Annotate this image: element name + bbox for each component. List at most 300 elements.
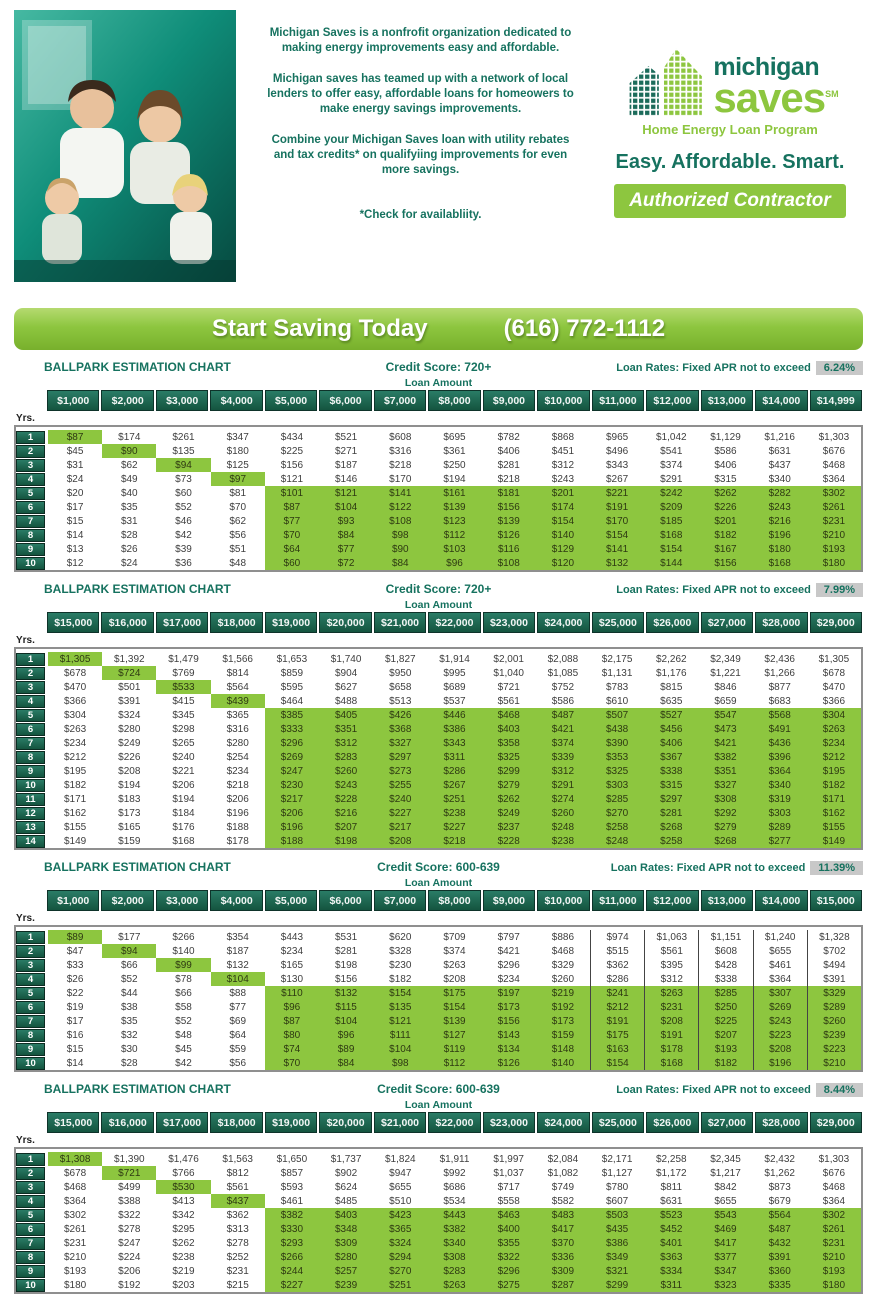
year-cell: 8	[16, 1029, 45, 1042]
payment-cell: $182	[389, 973, 412, 985]
payment-cell: $141	[590, 542, 644, 556]
column-header: $10,000	[537, 890, 589, 911]
payment-cell: $111	[373, 1028, 427, 1042]
payment-cell: $162	[63, 807, 87, 819]
payment-cell: $24	[66, 473, 84, 485]
payment-cell: $210	[63, 1251, 87, 1263]
table-header-row	[14, 1112, 863, 1133]
payment-cell: $247	[265, 764, 319, 778]
payment-cell: $724	[102, 666, 156, 680]
payment-cell: $1,176	[655, 667, 687, 679]
payment-cell: $811	[660, 1181, 683, 1193]
payment-cell: $108	[373, 514, 427, 528]
payment-cell: $721	[102, 1166, 156, 1180]
intro-paragraph: Combine your Michigan Saves loan with utility rebates and tax credits* on qualifyiing improvements for even more savings.	[271, 133, 570, 176]
payment-cell: $94	[156, 458, 210, 472]
payment-cell: $279	[698, 820, 752, 834]
payment-cell: $240	[373, 792, 427, 806]
payment-cell: $174	[536, 500, 590, 514]
payment-cell: $468	[482, 708, 536, 722]
payment-cell: $322	[118, 1209, 141, 1221]
year-cell: 2	[16, 667, 45, 680]
loan-rate-label: Loan Rates: Fixed APR not to exceed 8.44%	[549, 1083, 863, 1097]
payment-cell: $218	[389, 459, 412, 471]
year-cell: 1	[16, 653, 45, 666]
payment-cell: $298	[172, 723, 195, 735]
payment-cell: $312	[551, 459, 575, 471]
column-header: $8,000	[428, 890, 480, 911]
payment-cell: $582	[551, 1195, 575, 1207]
payment-cell: $1,824	[384, 1153, 416, 1165]
payment-cell: $812	[226, 1167, 249, 1179]
payment-cell: $74	[265, 1042, 319, 1056]
payment-cell: $886	[551, 931, 575, 943]
payment-cell: $608	[698, 944, 752, 958]
payment-cell: $98	[373, 528, 427, 542]
payment-cell: $175	[427, 986, 481, 1000]
payment-cell: $488	[334, 695, 358, 707]
column-header: $6,000	[319, 390, 371, 411]
payment-cell: $121	[319, 486, 373, 500]
payment-cell: $72	[319, 556, 373, 570]
payment-cell: $140	[172, 945, 195, 957]
payment-cell: $443	[427, 1208, 481, 1222]
column-header: $8,000	[428, 390, 480, 411]
payment-cell: $1,037	[493, 1167, 524, 1179]
family-photo-image	[14, 10, 236, 282]
payment-cell: $237	[482, 820, 536, 834]
payment-cell: $302	[807, 1208, 861, 1222]
payment-cell: $330	[265, 1222, 319, 1236]
payment-cell: $45	[175, 1043, 192, 1055]
payment-cell: $321	[590, 1264, 644, 1278]
payment-cell: $180	[63, 1279, 87, 1291]
payment-cell: $201	[698, 514, 752, 528]
payment-cell: $521	[334, 431, 358, 443]
payment-cell: $221	[172, 765, 195, 777]
payment-cell: $35	[120, 1015, 138, 1027]
payment-cell: $196	[753, 528, 807, 542]
payment-cell: $154	[427, 1000, 481, 1014]
column-header: $17,000	[156, 1112, 208, 1133]
payment-cell: $1,063	[644, 930, 698, 944]
payment-cell: $415	[172, 695, 195, 707]
payment-cell: $278	[226, 1237, 249, 1249]
payment-cell: $159	[536, 1028, 590, 1042]
payment-cell: $780	[605, 1181, 629, 1193]
year-cell: 6	[16, 1001, 45, 1014]
payment-cell: $308	[698, 792, 752, 806]
payment-cell: $110	[265, 986, 319, 1000]
payment-cell: $469	[698, 1222, 752, 1236]
payment-cell: $263	[644, 986, 698, 1000]
payment-cell: $271	[334, 445, 358, 457]
payment-cell: $342	[172, 1209, 195, 1221]
payment-cell: $338	[644, 764, 698, 778]
column-header: $29,000	[810, 1112, 862, 1133]
payment-cell: $126	[482, 528, 536, 542]
house-dots-icon	[621, 38, 707, 118]
payment-cell: $1,042	[655, 431, 687, 443]
payment-cell: $180	[226, 445, 249, 457]
payment-cell: $289	[753, 820, 807, 834]
payment-cell: $322	[482, 1250, 536, 1264]
year-cell: 6	[16, 501, 45, 514]
payment-cell: $240	[172, 751, 195, 763]
column-header: $4,000	[210, 390, 262, 411]
payment-cell: $268	[644, 820, 698, 834]
payment-cell: $631	[660, 1195, 683, 1207]
payment-cell: $209	[644, 500, 698, 514]
table-body	[14, 647, 863, 850]
payment-cell: $241	[590, 986, 644, 1000]
column-header: $19,000	[265, 612, 317, 633]
payment-cell: $139	[427, 1014, 481, 1028]
column-header: $4,000	[210, 890, 262, 911]
payment-cell: $274	[536, 792, 590, 806]
payment-cell: $686	[443, 1181, 466, 1193]
payment-cell: $280	[118, 723, 141, 735]
payment-cell: $1,151	[698, 930, 752, 944]
payment-cell: $406	[497, 445, 520, 457]
year-cell: 10	[16, 779, 45, 792]
payment-cell: $327	[373, 736, 427, 750]
payment-cell: $432	[753, 1236, 807, 1250]
payment-cell: $358	[482, 736, 536, 750]
payment-cell: $132	[590, 556, 644, 570]
payment-cell: $180	[807, 1278, 861, 1292]
payment-cell: $285	[590, 792, 644, 806]
payment-cell: $769	[172, 667, 195, 679]
payment-cell: $168	[644, 1056, 698, 1070]
payment-cell: $324	[118, 709, 141, 721]
loan-amount-label: Loan Amount	[404, 877, 473, 889]
payment-cell: $291	[660, 473, 683, 485]
payment-cell: $355	[482, 1236, 536, 1250]
payment-cell: $1,216	[764, 431, 795, 443]
payment-cell: $1,262	[764, 1167, 795, 1179]
payment-cell: $196	[265, 820, 319, 834]
payment-cell: $403	[482, 722, 536, 736]
payment-cell: $1,221	[710, 667, 741, 679]
payment-cell: $212	[807, 750, 861, 764]
payment-cell: $992	[443, 1167, 466, 1179]
payment-cell: $208	[644, 1014, 698, 1028]
payment-cell: $226	[118, 751, 141, 763]
payment-cell: $167	[698, 542, 752, 556]
table-corner	[14, 390, 46, 411]
payment-cell: $678	[63, 1167, 87, 1179]
payment-cell: $48	[229, 557, 247, 569]
payment-cell: $439	[211, 694, 265, 708]
payment-cell: $173	[482, 1000, 536, 1014]
payment-cell: $195	[807, 764, 861, 778]
payment-cell: $198	[319, 834, 373, 848]
payment-cell: $1,266	[764, 667, 795, 679]
payment-cell: $203	[172, 1279, 195, 1291]
payment-cell: $269	[265, 750, 319, 764]
estimation-table-3	[14, 860, 863, 1072]
column-header: $22,000	[428, 612, 480, 633]
payment-cell: $156	[482, 500, 536, 514]
payment-cell: $223	[807, 1042, 861, 1056]
payment-cell: $564	[226, 681, 249, 693]
payment-cell: $191	[644, 1028, 698, 1042]
payment-cell: $365	[373, 1222, 427, 1236]
year-cell: 14	[16, 835, 45, 848]
table-title: BALLPARK ESTIMATION CHART	[44, 360, 231, 374]
payment-cell: $364	[753, 764, 807, 778]
payment-cell: $558	[497, 1195, 520, 1207]
payment-cell: $282	[753, 486, 807, 500]
loan-rate-label: Loan Rates: Fixed APR not to exceed 7.99%	[549, 583, 863, 597]
payment-cell: $289	[807, 1000, 861, 1014]
year-cell: 5	[16, 487, 45, 500]
payment-cell: $234	[226, 765, 249, 777]
column-header: $7,000	[374, 890, 426, 911]
payment-cell: $192	[118, 1279, 141, 1291]
payment-cell: $140	[536, 528, 590, 542]
payment-cell: $388	[118, 1195, 141, 1207]
column-header: $18,000	[210, 1112, 262, 1133]
payment-cell: $123	[427, 514, 481, 528]
payment-cell: $156	[698, 556, 752, 570]
payment-cell: $218	[427, 834, 481, 848]
payment-cell: $2,171	[601, 1153, 633, 1165]
year-cell: 5	[16, 1209, 45, 1222]
payment-cell: $561	[497, 695, 520, 707]
payment-cell: $221	[590, 486, 644, 500]
payment-cell: $243	[319, 778, 373, 792]
payment-cell: $132	[226, 959, 249, 971]
payment-cell: $226	[698, 500, 752, 514]
payment-cell: $501	[118, 681, 141, 693]
banner	[14, 308, 863, 350]
payment-cell: $2,001	[493, 653, 524, 665]
payment-cell: $243	[551, 473, 575, 485]
payment-cell: $51	[229, 543, 247, 555]
payment-cell: $537	[443, 695, 466, 707]
payment-cell: $278	[118, 1223, 141, 1235]
payment-cell: $766	[172, 1167, 195, 1179]
payment-cell: $275	[482, 1278, 536, 1292]
payment-cell: $974	[590, 930, 644, 944]
year-cell: 5	[16, 987, 45, 1000]
payment-cell: $155	[63, 821, 87, 833]
payment-cell: $287	[536, 1278, 590, 1292]
payment-cell: $80	[265, 1028, 319, 1042]
year-cell: 4	[16, 1195, 45, 1208]
payment-cell: $141	[373, 486, 427, 500]
payment-cell: $312	[644, 972, 698, 986]
payment-cell: $129	[536, 542, 590, 556]
payment-cell: $112	[427, 1056, 481, 1070]
credit-score-label: Credit Score: 720+	[385, 582, 492, 596]
payment-cell: $70	[265, 1056, 319, 1070]
payment-cell: $84	[319, 1056, 373, 1070]
payment-cell: $175	[590, 1028, 644, 1042]
column-header: $29,000	[810, 612, 862, 633]
payment-cell: $84	[319, 528, 373, 542]
payment-cell: $348	[319, 1222, 373, 1236]
payment-cell: $443	[280, 931, 304, 943]
payment-cell: $270	[373, 1264, 427, 1278]
year-cell: 8	[16, 751, 45, 764]
payment-cell: $188	[265, 834, 319, 848]
payment-cell: $48	[175, 1029, 192, 1041]
payment-cell: $193	[807, 542, 861, 556]
payment-cell: $2,084	[547, 1153, 579, 1165]
payment-cell: $261	[172, 431, 195, 443]
payment-cell: $44	[120, 987, 138, 999]
payment-cell: $2,258	[655, 1153, 687, 1165]
payment-cell: $155	[807, 820, 861, 834]
payment-cell: $1,172	[655, 1167, 687, 1179]
payment-cell: $783	[605, 681, 629, 693]
payment-cell: $374	[536, 736, 590, 750]
program-subtitle: Home Energy Loan Program	[642, 122, 818, 137]
payment-cell: $255	[373, 778, 427, 792]
credit-score-label: Credit Score: 600-639	[377, 1082, 500, 1096]
payment-cell: $1,392	[113, 653, 145, 665]
payment-cell: $797	[497, 931, 520, 943]
payment-cell: $1,040	[493, 667, 524, 679]
payment-cell: $1,479	[168, 653, 199, 665]
table-corner	[14, 612, 46, 633]
payment-cell: $239	[319, 1278, 373, 1292]
payment-cell: $163	[590, 1042, 644, 1056]
payment-cell: $543	[698, 1208, 752, 1222]
intro-paragraph: Michigan saves has teamed up with a network of local lenders to offer easy, affordable loans for homeowers to make energy savings improvements.	[267, 72, 574, 115]
payment-cell: $127	[427, 1028, 481, 1042]
year-cell: 8	[16, 1251, 45, 1264]
column-header: $3,000	[156, 390, 208, 411]
payment-cell: $104	[319, 1014, 373, 1028]
payment-cell: $904	[334, 667, 358, 679]
payment-cell: $339	[536, 750, 590, 764]
payment-cell: $1,740	[330, 653, 362, 665]
payment-cell: $64	[265, 542, 319, 556]
payment-cell: $315	[644, 778, 698, 792]
payment-cell: $631	[768, 445, 791, 457]
payment-cell: $541	[660, 445, 683, 457]
payment-cell: $262	[482, 792, 536, 806]
payment-cell: $263	[443, 959, 466, 971]
payment-cell: $97	[211, 472, 265, 486]
payment-cell: $390	[590, 736, 644, 750]
payment-cell: $156	[334, 973, 358, 985]
logo-block	[597, 10, 863, 282]
payment-cell: $327	[698, 778, 752, 792]
payment-cell: $216	[753, 514, 807, 528]
intro-paragraph: Michigan Saves is a nonfrofit organization dedicated to making energy improvements easy and affordable.	[269, 27, 572, 54]
payment-cell: $717	[497, 1181, 520, 1193]
payment-cell: $468	[63, 1181, 87, 1193]
payment-cell: $207	[319, 820, 373, 834]
column-header: $5,000	[265, 390, 317, 411]
payment-cell: $468	[822, 459, 846, 471]
payment-cell: $238	[536, 834, 590, 848]
payment-cell: $231	[807, 514, 861, 528]
payment-cell: $340	[753, 778, 807, 792]
payment-cell: $243	[753, 500, 807, 514]
payment-cell: $421	[698, 736, 752, 750]
estimation-table-2	[14, 582, 863, 850]
payment-cell: $286	[427, 764, 481, 778]
payment-cell: $192	[536, 1000, 590, 1014]
rate-value: 8.44%	[816, 1083, 863, 1097]
payment-cell: $196	[753, 1056, 807, 1070]
year-cell: 7	[16, 1015, 45, 1028]
payment-cell: $297	[644, 792, 698, 806]
column-header: $16,000	[101, 612, 153, 633]
payment-cell: $234	[63, 737, 87, 749]
payment-cell: $218	[497, 473, 520, 485]
payment-cell: $426	[373, 708, 427, 722]
payment-cell: $251	[427, 792, 481, 806]
payment-cell: $280	[226, 737, 249, 749]
payment-cell: $59	[229, 1043, 247, 1055]
payment-cell: $295	[172, 1223, 195, 1235]
column-header: $21,000	[374, 1112, 426, 1133]
payment-cell: $270	[590, 806, 644, 820]
payment-cell: $1,827	[384, 653, 416, 665]
payment-cell: $149	[63, 835, 87, 847]
payment-cell: $208	[753, 1042, 807, 1056]
year-cell: 9	[16, 543, 45, 556]
payment-cell: $868	[551, 431, 575, 443]
payment-cell: $31	[120, 515, 138, 527]
payment-cell: $610	[605, 695, 629, 707]
payment-cell: $281	[497, 459, 520, 471]
payment-cell: $386	[427, 722, 481, 736]
payment-cell: $464	[280, 695, 304, 707]
payment-cell: $1,563	[222, 1153, 253, 1165]
payment-cell: $52	[175, 501, 192, 513]
payment-cell: $586	[551, 695, 575, 707]
payment-cell: $154	[536, 514, 590, 528]
payment-cell: $180	[753, 542, 807, 556]
payment-cell: $873	[768, 1181, 791, 1193]
payment-cell: $293	[265, 1236, 319, 1250]
payment-cell: $177	[118, 931, 141, 943]
payment-cell: $77	[229, 1001, 247, 1013]
year-cell: 1	[16, 431, 45, 444]
column-header: $15,000	[47, 1112, 99, 1133]
payment-cell: $60	[175, 487, 192, 499]
payment-cell: $695	[443, 431, 466, 443]
payment-cell: $230	[265, 778, 319, 792]
payment-cell: $248	[536, 820, 590, 834]
payment-cell: $252	[226, 1251, 249, 1263]
year-cell: 7	[16, 1237, 45, 1250]
column-header: $14,000	[755, 890, 807, 911]
column-header: $16,000	[101, 1112, 153, 1133]
column-header: $27,000	[701, 612, 753, 633]
payment-cell: $437	[768, 459, 791, 471]
year-cell: 10	[16, 1057, 45, 1070]
payment-cell: $340	[768, 473, 791, 485]
payment-cell: $266	[265, 1250, 319, 1264]
payment-cell: $171	[807, 792, 861, 806]
payment-cell: $265	[172, 737, 195, 749]
payment-cell: $96	[265, 1000, 319, 1014]
payment-cell: $679	[768, 1195, 791, 1207]
payment-cell: $181	[482, 486, 536, 500]
payment-cell: $1,390	[113, 1153, 145, 1165]
banner-phone: (616) 772-1112	[503, 315, 666, 342]
payment-cell: $26	[120, 543, 138, 555]
